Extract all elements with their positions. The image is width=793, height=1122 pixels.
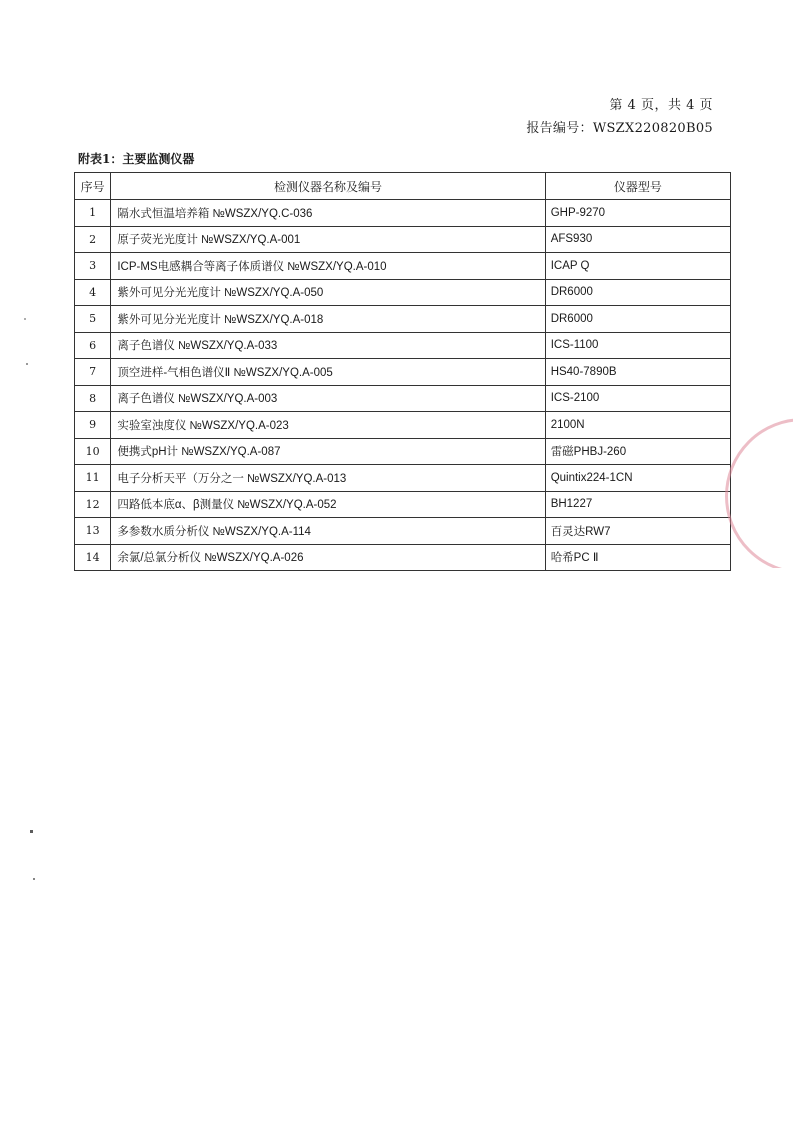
row-number-cell: 8 (75, 385, 111, 412)
row-number-cell: 7 (75, 359, 111, 386)
row-number-cell: 12 (75, 491, 111, 518)
instrument-model-cell: 2100N (545, 412, 730, 439)
instrument-model-cell: AFS930 (545, 226, 730, 253)
instrument-model-cell: 雷磁PHBJ-260 (545, 438, 730, 465)
instrument-model-cell: 百灵达RW7 (545, 518, 730, 545)
red-seal-stamp (725, 418, 793, 568)
scan-speck (30, 830, 33, 833)
instrument-name-cell: ICP-MS电感耦合等离子体质谱仪 №WSZX/YQ.A-010 (111, 253, 545, 280)
instrument-model-cell: DR6000 (545, 279, 730, 306)
table-row (75, 544, 731, 571)
scan-speck (26, 363, 28, 365)
instrument-name-cell: 电子分析天平（万分之一 №WSZX/YQ.A-013 (111, 465, 545, 492)
instrument-model-cell: ICS-1100 (545, 332, 730, 359)
column-header-model: 仪器型号 (545, 173, 730, 200)
instrument-model-cell: Quintix224-1CN (545, 465, 730, 492)
table-row (75, 465, 731, 492)
table-row (75, 385, 731, 412)
row-number-cell: 11 (75, 465, 111, 492)
table-row (75, 279, 731, 306)
table-row (75, 438, 731, 465)
instrument-name-cell: 便携式pH计 №WSZX/YQ.A-087 (111, 438, 545, 465)
instrument-name-cell: 隔水式恒温培养箱 №WSZX/YQ.C-036 (111, 200, 545, 227)
instruments-table (74, 172, 731, 571)
scan-speck (33, 878, 35, 880)
report-number: 报告编号：WSZX220820B05 (526, 121, 713, 136)
table-body (75, 200, 731, 571)
table-row (75, 253, 731, 280)
table-row (75, 518, 731, 545)
row-number-cell: 5 (75, 306, 111, 333)
instrument-name-cell: 实验室浊度仪 №WSZX/YQ.A-023 (111, 412, 545, 439)
row-number-cell: 9 (75, 412, 111, 439)
row-number-cell: 1 (75, 200, 111, 227)
instrument-name-cell: 离子色谱仪 №WSZX/YQ.A-003 (111, 385, 545, 412)
row-number-cell: 14 (75, 544, 111, 571)
instrument-name-cell: 四路低本底α、β测量仪 №WSZX/YQ.A-052 (111, 491, 545, 518)
table-row (75, 412, 731, 439)
instrument-model-cell: HS40-7890B (545, 359, 730, 386)
row-number-cell: 10 (75, 438, 111, 465)
table-row (75, 226, 731, 253)
table-row (75, 491, 731, 518)
row-number-cell: 3 (75, 253, 111, 280)
instrument-model-cell: ICAP Q (545, 253, 730, 280)
table-row (75, 200, 731, 227)
instrument-name-cell: 紫外可见分光光度计 №WSZX/YQ.A-018 (111, 306, 545, 333)
table-row (75, 332, 731, 359)
table-row (75, 359, 731, 386)
row-number-cell: 6 (75, 332, 111, 359)
instrument-name-cell: 原子荧光光度计 №WSZX/YQ.A-001 (111, 226, 545, 253)
page-number: 第 4 页，共 4 页 (609, 98, 713, 113)
row-number-cell: 4 (75, 279, 111, 306)
instrument-model-cell: ICS-2100 (545, 385, 730, 412)
table-title: 附表1：主要监测仪器 (78, 152, 195, 166)
scan-speck (24, 318, 26, 320)
table-header-row (75, 173, 731, 200)
instrument-model-cell: 哈希PC Ⅱ (545, 544, 730, 571)
instrument-name-cell: 余氯/总氯分析仪 №WSZX/YQ.A-026 (111, 544, 545, 571)
instrument-name-cell: 离子色谱仪 №WSZX/YQ.A-033 (111, 332, 545, 359)
instrument-name-cell: 多参数水质分析仪 №WSZX/YQ.A-114 (111, 518, 545, 545)
instrument-model-cell: DR6000 (545, 306, 730, 333)
column-header-instrument-name: 检测仪器名称及编号 (111, 173, 545, 200)
instrument-model-cell: BH1227 (545, 491, 730, 518)
instrument-name-cell: 紫外可见分光光度计 №WSZX/YQ.A-050 (111, 279, 545, 306)
column-header-number: 序号 (75, 173, 111, 200)
row-number-cell: 13 (75, 518, 111, 545)
row-number-cell: 2 (75, 226, 111, 253)
table-row (75, 306, 731, 333)
instrument-name-cell: 顶空进样-气相色谱仪Ⅱ №WSZX/YQ.A-005 (111, 359, 545, 386)
instrument-model-cell: GHP-9270 (545, 200, 730, 227)
